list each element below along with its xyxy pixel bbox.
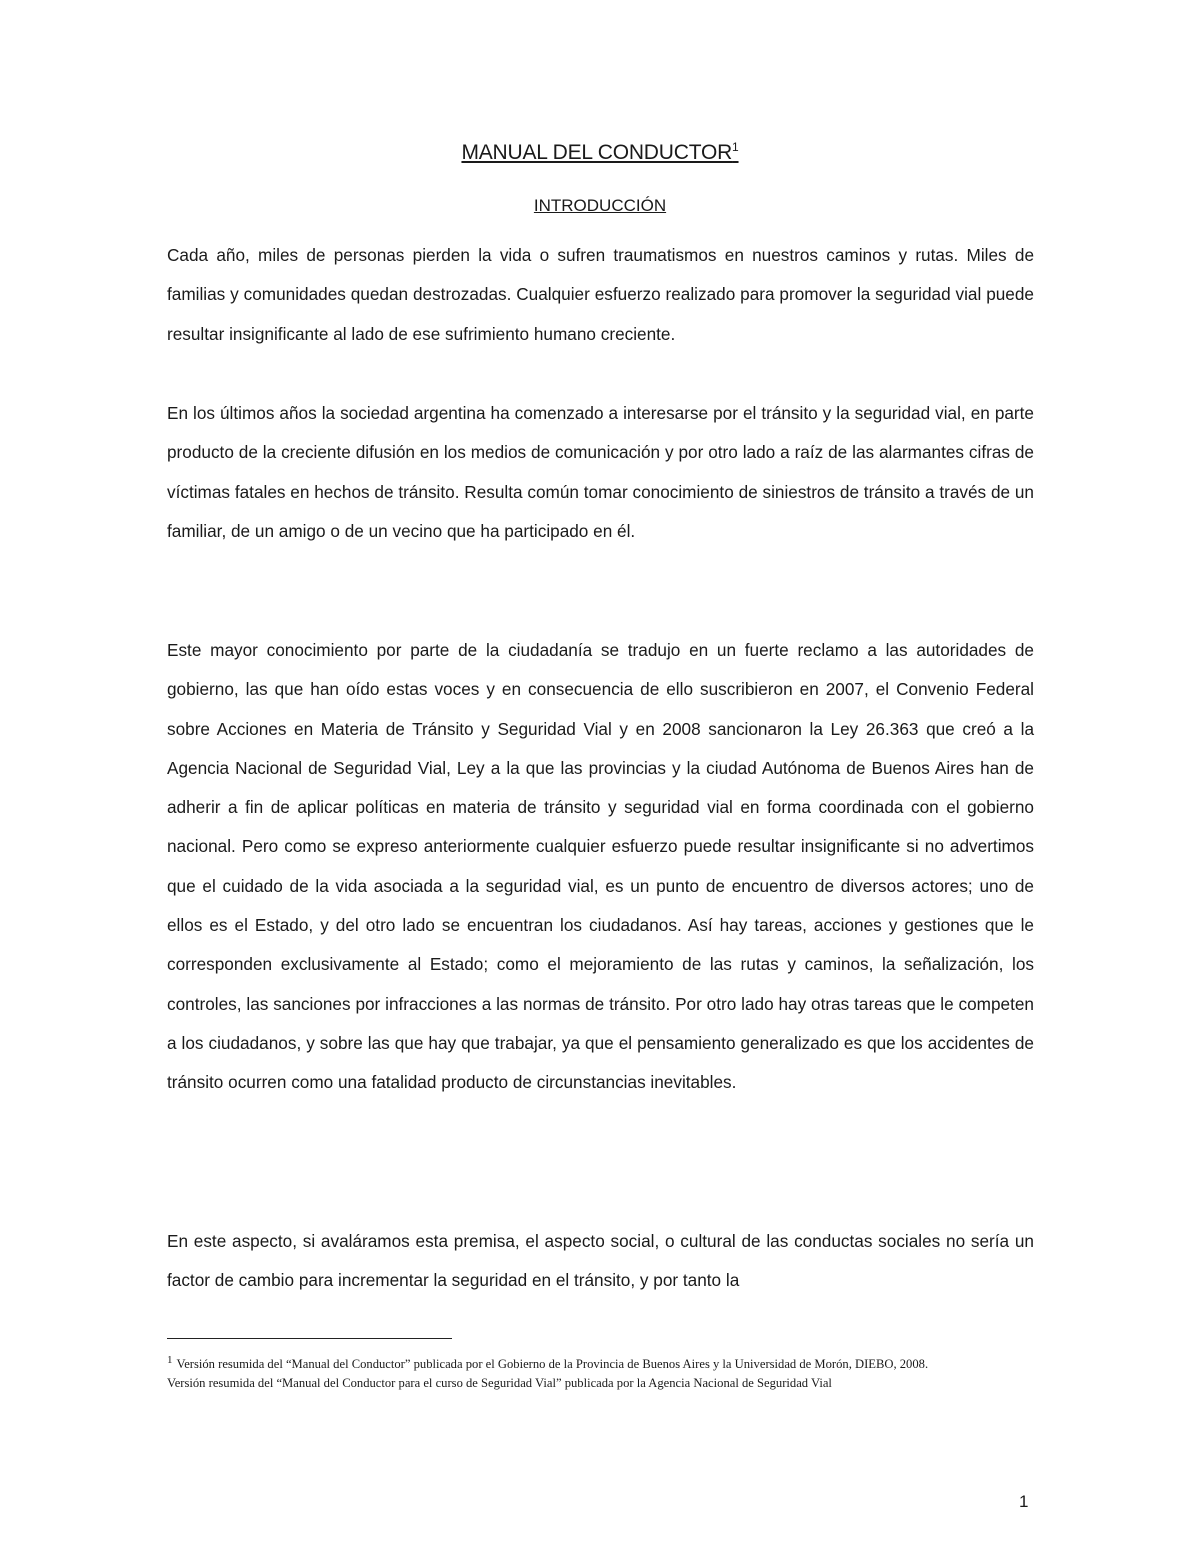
paragraph-3: Este mayor conocimiento por parte de la ciudadanía se tradujo en un fuerte reclamo a las autoridades de gobierno, las que han oído estas voces y en consecuencia de ello suscribieron en 2007, el Convenio Federal sobre Acciones en Materia de Tránsito y Seguridad Vial y en 2008 sancionaron la Ley 26.363 que creó a la Agencia Nacional de Seguridad Vial, Ley a la que las provincias y la ciudad Autónoma de Buenos Aires han de adherir a fin de aplicar políticas en materia de tránsito y seguridad vial en forma coordinada con el gobierno nacional. Pero como se expreso anteriormente cualquier esfuerzo puede resultar insignificante si no advertimos que el cuidado de la vida asociada a la seguridad vial, es un punto de encuentro de diversos actores; uno de ellos es el Estado, y del otro lado se encuentran los ciudadanos. Así hay tareas, acciones y gestiones que le corresponden exclusivamente al Estado; como el mejoramiento de las rutas y caminos, la señalización, los controles, las sanciones por infracciones a las normas de tránsito. Por otro lado hay otras tareas que le competen a los ciudadanos, y sobre las que hay que trabajar, ya que el pensamiento generalizado es que los accidentes de tránsito ocurren como una fatalidad producto de circunstancias inevitables. — [167, 640, 1034, 1093]
paragraph-2: En los últimos años la sociedad argentina ha comenzado a interesarse por el tránsito y la seguridad vial, en parte producto de la creciente difusión en los medios de comunicación y por otro lado a raíz de las alarmantes cifras de víctimas fatales en hechos de tránsito. Resulta común tomar conocimiento de siniestros de tránsito a través de un familiar, de un amigo o de un vecino que ha participado en él. — [167, 403, 1034, 541]
page-number: 1 — [1019, 1492, 1029, 1511]
footnote-2: Versión resumida del “Manual del Conductor para el curso de Seguridad Vial” publicada por la Agencia Nacional de Seguridad Vial — [167, 1376, 832, 1391]
section-heading: INTRODUCCIÓN — [533, 196, 667, 215]
footnotes — [167, 1351, 1047, 1393]
paragraph-1: Cada año, miles de personas pierden la vida o sufren traumatismos en nuestros caminos y rutas. Miles de familias y comunidades quedan destrozadas. Cualquier esfuerzo realizado para promover la seguridad vial puede resultar insignificante al lado de ese sufrimiento humano creciente. — [167, 245, 1034, 344]
footnote-separator — [167, 1338, 452, 1339]
footnote-1 — [167, 1351, 1047, 1374]
document-title — [0, 140, 1200, 165]
footnote-line-1: Versión resumida del “Manual del Conductor” publicada por el Gobierno de la Provincia de Buenos Aires y la Universidad de Morón, DIEBO, 2008. — [176, 1357, 929, 1372]
paragraph-4: En este aspecto, si avaláramos esta premisa, el aspecto social, o cultural de las conductas sociales no sería un factor de cambio para incrementar la seguridad en el tránsito, y por tanto la — [167, 1231, 1034, 1291]
title-text: MANUAL DEL CONDUCTOR — [461, 141, 733, 164]
title-footnote-ref: 1 — [732, 140, 739, 154]
footnote-number: 1 — [167, 1354, 173, 1366]
